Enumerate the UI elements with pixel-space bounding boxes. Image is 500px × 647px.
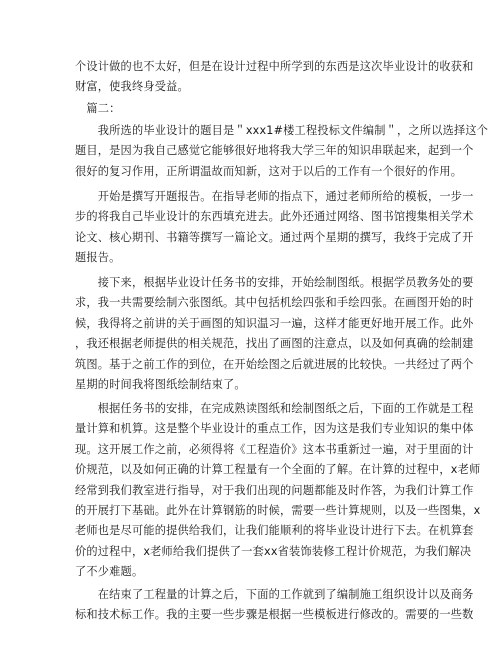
text-line: 步的将我自己毕业设计的东西填充进去。此外还通过网络、图书馆搜集相关学术 [75, 210, 474, 224]
text-line: 很好的复习作用，正所谓温故而知新，这对于以后的工作有一个很好的作用。 [75, 164, 463, 178]
text-line: 求，我一共需要绘制六张图纸。其中包括机绘四张和手绘四张。在画图开始的时 [75, 296, 474, 310]
paragraph-quantity-calc [75, 399, 481, 583]
text-line: 开始是撰写开题报告。在指导老师的指点下，通过老师所给的模板，一步一 [75, 190, 474, 203]
text-line: 量计算和机算。这是整个毕业设计的重点工作，因为这是我们专业知识的集中体 [75, 422, 474, 436]
text-line: 候，我得将之前讲的关于画图的知识温习一遍，这样才能更好地开展工作。此外 [75, 316, 474, 330]
paragraph-proposal [75, 187, 474, 269]
paragraph-drawings [75, 273, 474, 395]
text-line: ，我还根据老师提供的相关规范，找出了画图的注意点，以及如何真确的绘制建 [75, 337, 474, 351]
text-line: 根据任务书的安排，在完成熟读图纸和绘制图纸之后，下面的工作就是工程 [75, 402, 474, 415]
text-line: 论文、核心期刊、书籍等撰写一篇论文。通过两个星期的撰写，我终于完成了开 [75, 230, 474, 244]
text-line: 题目，是因为我自己感觉它能够很好地将我大学三年的知识串联起来，起到一个 [75, 144, 474, 158]
text-line: 星期的时间我将图纸绘制结束了。 [75, 378, 246, 392]
text-line: 标和技术标工作。我的主要一些步骤是根据一些模板进行修改的。需要的一些数 [75, 608, 474, 622]
paragraph-intro-ending [75, 57, 474, 98]
text-line: 现。这开展工作之前，必须得将《工程造价》这本书重新过一遍，对于里面的计 [75, 442, 474, 456]
text-line: 在结束了工程量的计算之后，下面的工作就到了编制施工组织设计以及商务 [75, 588, 474, 601]
paragraph-topic [75, 121, 489, 182]
text-line: 的开展打下基础。此外在计算钢筋的时候，需要一些计算规则，以及一些图集，x [75, 504, 481, 518]
text-line: 个设计做的也不太好，但是在设计过程中所学到的东西是这次毕业设计的收获和 [75, 60, 474, 73]
text-line: 价的过程中，x老师给我们提供了一套xx省装饰装修工程计价规范，为我们解决 [75, 544, 472, 558]
text-line: 老师也是尽可能的提供给我们，让我们能顺利的将毕业设计进行下去。在机算套 [75, 524, 474, 538]
section-heading [75, 99, 430, 119]
text-line: 篇二： [75, 102, 121, 115]
text-line: 题报告。 [75, 251, 121, 265]
paragraph-construction-org [75, 585, 474, 626]
text-line: 我所选的毕业设计的题目是＂xxx1#楼工程投标文件编制＂，之所以选择这个 [75, 124, 489, 137]
text-line: 价规范，以及如何正确的计算工程量有一个全面的了解。在计算的过程中，x老师 [75, 463, 481, 477]
text-line: 财富，使我终身受益。 [75, 80, 189, 94]
text-line: 筑图。基于之前工作的到位，在开始绘图之后就进展的比较快。一共经过了两个 [75, 357, 474, 371]
text-line: 接下来，根据毕业设计任务书的安排，开始绘制图纸。根据学员教务处的要 [75, 276, 474, 289]
text-line: 了不少难题。 [75, 565, 144, 579]
text-line: 经常到我们教室进行指导，对于我们出现的问题都能及时作答，为我们计算工作 [75, 483, 474, 497]
